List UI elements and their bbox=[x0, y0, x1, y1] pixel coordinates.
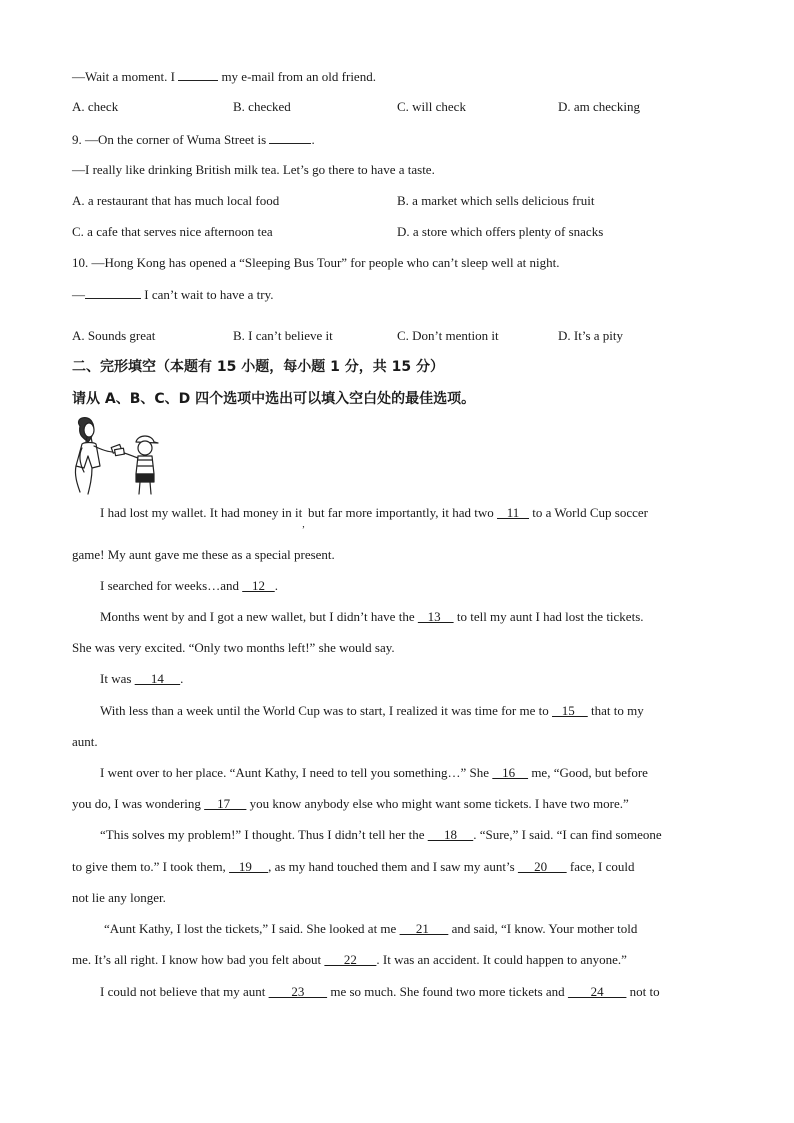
p7-text-b: . “Sure,” I said. “I can find someone bbox=[473, 827, 662, 842]
q9-line1 bbox=[72, 131, 315, 148]
passage-p1-line2: game! My aunt gave me these as a special present. bbox=[72, 547, 335, 562]
blank-19[interactable]: 19 bbox=[229, 859, 269, 874]
blank-20[interactable]: 20 bbox=[517, 859, 567, 874]
p1-text-c: to a World Cup soccer bbox=[529, 505, 648, 520]
q10-line2 bbox=[72, 286, 273, 303]
p7-text-c: to give them to.” I took them, bbox=[72, 859, 230, 874]
p7-text-d: , as my hand touched them and I saw my aunt’s bbox=[268, 859, 518, 874]
q10-blank[interactable] bbox=[85, 286, 141, 299]
blank-23[interactable]: 23 bbox=[268, 984, 328, 999]
p7-text-e: face, I could bbox=[566, 859, 635, 874]
p5-text-a: With less than a week until the World Cup was to start, I realized it was time for me to bbox=[100, 703, 552, 718]
woman-and-boy-illustration bbox=[70, 416, 164, 496]
passage-p8-line1 bbox=[104, 921, 637, 937]
p3-text-b: to tell my aunt I had lost the tickets. bbox=[453, 609, 644, 624]
q10-option-b[interactable]: B. I can’t believe it bbox=[233, 328, 333, 343]
blank-12[interactable]: 12 bbox=[242, 578, 275, 593]
q9-text-b: . bbox=[311, 132, 315, 147]
p5-text-b: that to my bbox=[587, 703, 644, 718]
passage-p5-line2: aunt. bbox=[72, 734, 98, 749]
p8-text-a: “Aunt Kathy, I lost the tickets,” I said. She looked at me bbox=[104, 921, 400, 936]
q10-option-a[interactable]: A. Sounds great bbox=[72, 328, 156, 343]
passage-p7-line2 bbox=[72, 859, 635, 875]
blank-15[interactable]: 15 bbox=[552, 703, 588, 718]
q8-option-d[interactable]: D. am checking bbox=[558, 99, 640, 114]
p8-text-d: . It was an accident. It could happen to anyone.” bbox=[376, 952, 627, 967]
p6-text-a: I went over to her place. “Aunt Kathy, I need to tell you something…” She bbox=[100, 765, 493, 780]
p9-text-c: not to bbox=[626, 984, 660, 999]
q9-blank[interactable] bbox=[269, 131, 311, 144]
q8-option-c[interactable]: C. will check bbox=[397, 99, 466, 114]
blank-21[interactable]: 21 bbox=[399, 921, 449, 936]
section-instruction: 请从 A、B、C、D 四个选项中选出可以填入空白处的最佳选项。 bbox=[72, 391, 476, 407]
blank-22[interactable]: 22 bbox=[324, 952, 377, 967]
q10-line1: 10. —Hong Kong has opened a “Sleeping Bus Tour” for people who can’t sleep well at night. bbox=[72, 255, 560, 270]
passage-p3-line1 bbox=[100, 609, 644, 625]
p2-text-a: I searched for weeks…and bbox=[100, 578, 243, 593]
p4-text-a: It was bbox=[100, 671, 135, 686]
q10-text-a: — bbox=[72, 287, 85, 302]
passage-p7-line1 bbox=[100, 827, 662, 843]
section-title: 二、完形填空（本题有 15 小题，每小题 1 分，共 15 分） bbox=[72, 359, 444, 375]
p8-text-b: and said, “I know. Your mother told bbox=[448, 921, 638, 936]
p3-text-a: Months went by and I got a new wallet, but I didn’t have the bbox=[100, 609, 418, 624]
p6-text-d: you know anybody else who might want some tickets. I have two more.” bbox=[246, 796, 629, 811]
passage-p2 bbox=[100, 578, 278, 594]
blank-13[interactable]: 13 bbox=[417, 609, 454, 624]
passage-p6-line2 bbox=[72, 796, 629, 812]
p1-text-a: I had lost my wallet. It had money in it bbox=[100, 505, 303, 520]
blank-17[interactable]: 17 bbox=[204, 796, 247, 811]
q9-line2: —I really like drinking British milk tea. Let’s go there to have a taste. bbox=[72, 162, 435, 177]
p2-text-b: . bbox=[274, 578, 278, 593]
p7-text-a: “This solves my problem!” I thought. Thus I didn’t tell her the bbox=[100, 827, 428, 842]
p9-text-a: I could not believe that my aunt bbox=[100, 984, 269, 999]
q9-option-a[interactable]: A. a restaurant that has much local food bbox=[72, 193, 280, 208]
q10-option-d[interactable]: D. It’s a pity bbox=[558, 328, 623, 343]
q8-option-a[interactable]: A. check bbox=[72, 99, 119, 114]
p6-text-c: you do, I was wondering bbox=[72, 796, 205, 811]
p1-text-b: but far more importantly, it had two bbox=[304, 505, 497, 520]
q9-text-a: 9. —On the corner of Wuma Street is bbox=[72, 132, 270, 147]
q8-text-a: —Wait a moment. I bbox=[72, 69, 179, 84]
q8-text-b: my e-mail from an old friend. bbox=[218, 69, 376, 84]
blank-16[interactable]: 16 bbox=[492, 765, 529, 780]
q9-option-c[interactable]: C. a cafe that serves nice afternoon tea bbox=[72, 224, 273, 239]
p8-text-c: me. It’s all right. I know how bad you felt about bbox=[72, 952, 325, 967]
p6-text-b: me, “Good, but before bbox=[528, 765, 648, 780]
blank-11[interactable]: 11 bbox=[497, 505, 530, 520]
passage-p1-line1 bbox=[100, 505, 648, 530]
passage-p5-line1 bbox=[100, 703, 644, 719]
blank-24[interactable]: 24 bbox=[567, 984, 627, 999]
q9-option-b[interactable]: B. a market which sells delicious fruit bbox=[397, 193, 595, 208]
passage-p9-line1 bbox=[100, 984, 660, 1000]
passage-p4 bbox=[100, 671, 183, 687]
q8-line bbox=[72, 68, 376, 85]
blank-14[interactable]: 14 bbox=[134, 671, 181, 686]
q8-option-b[interactable]: B. checked bbox=[233, 99, 291, 114]
passage-p3-line2: She was very excited. “Only two months left!” she would say. bbox=[72, 640, 395, 655]
p4-text-b: . bbox=[180, 671, 184, 686]
blank-18[interactable]: 18 bbox=[427, 827, 474, 842]
passage-p6-line1 bbox=[100, 765, 648, 781]
q8-blank[interactable] bbox=[178, 68, 218, 81]
p9-text-b: me so much. She found two more tickets and bbox=[327, 984, 568, 999]
q10-option-c[interactable]: C. Don’t mention it bbox=[397, 328, 499, 343]
passage-p7-line3: not lie any longer. bbox=[72, 890, 166, 905]
q10-text-b: I can’t wait to have a try. bbox=[141, 287, 274, 302]
passage-p8-line2 bbox=[72, 952, 627, 968]
p1-comma: , bbox=[302, 519, 305, 530]
q9-option-d[interactable]: D. a store which offers plenty of snacks bbox=[397, 224, 604, 239]
